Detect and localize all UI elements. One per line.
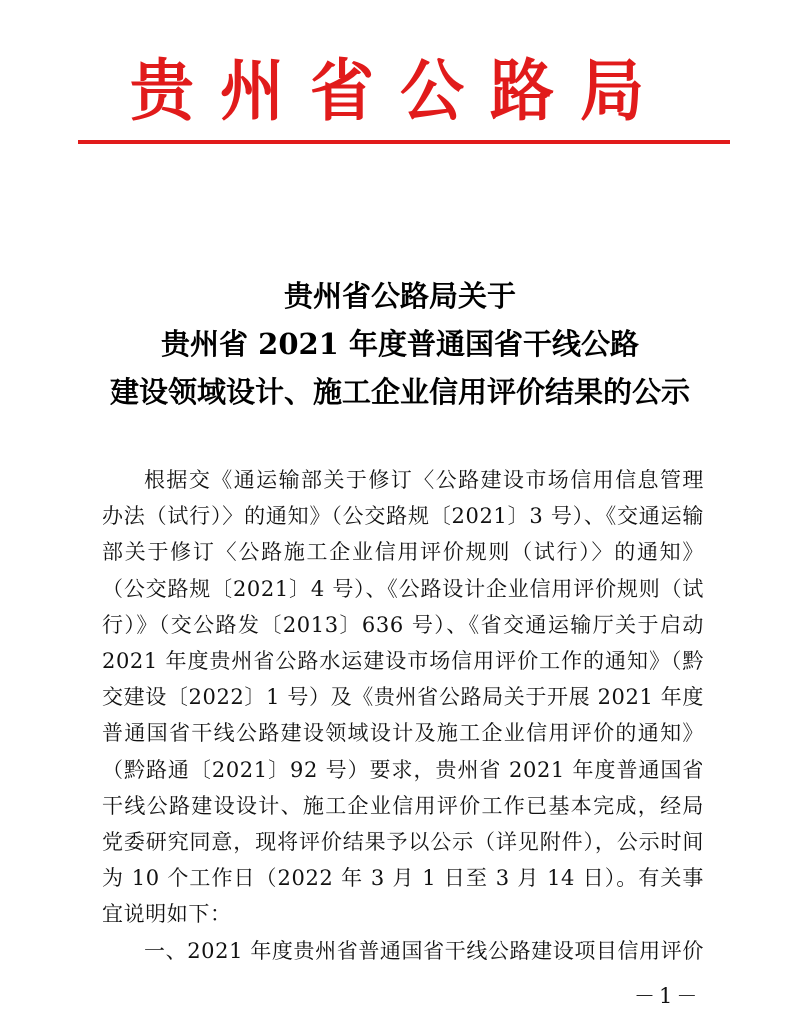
document-title: [0, 272, 800, 416]
body-paragraph-2: 一、2021 年度贵州省普通国省干线公路建设项目信用评价: [144, 938, 704, 963]
body-paragraph-1: 根据交《通运输部关于修订〈公路建设市场信用信息管理办法（试行）〉的通知》（公交路规〔2021〕3 号）、《交通运输部关于修订〈公路施工企业信用评价规则（试行）〉的通知》（公交路规〔2021〕4 号）、《公路设计企业信用评价规则（试行）》（交公路发〔2013〕636 号）、《省交通运输厅关于启动 2021 年度贵州省公路水运建设市场信用评价工作的通知》（黔交建设〔2022〕1 号）及《贵州省公路局关于开展 2021 年度普通国省干线公路建设领域设计及施工企业信用评价的通知》（黔路通〔2021〕92 号）要求，贵州省 2021 年度普通国省干线公路建设设计、施工企业信用评价工作已基本完成，经局党委研究同意，现将评价结果予以公示（详见附件），公示时间为 10 个工作日（2022 年 3 月 1 日至 3 月 14 日）。有关事宜说明如下：: [102, 468, 704, 927]
letterhead-red-rule: [78, 140, 730, 144]
title-line-2: 贵州省 2021 年度普通国省干线公路: [161, 327, 639, 361]
title-line-3: 建设领域设计、施工企业信用评价结果的公示: [109, 375, 690, 409]
document-body: [102, 462, 704, 969]
page-number: －1－: [634, 984, 702, 1008]
letterhead-org-name: 贵州省公路局: [130, 52, 670, 131]
title-line-1: 贵州省公路局关于: [283, 279, 516, 313]
